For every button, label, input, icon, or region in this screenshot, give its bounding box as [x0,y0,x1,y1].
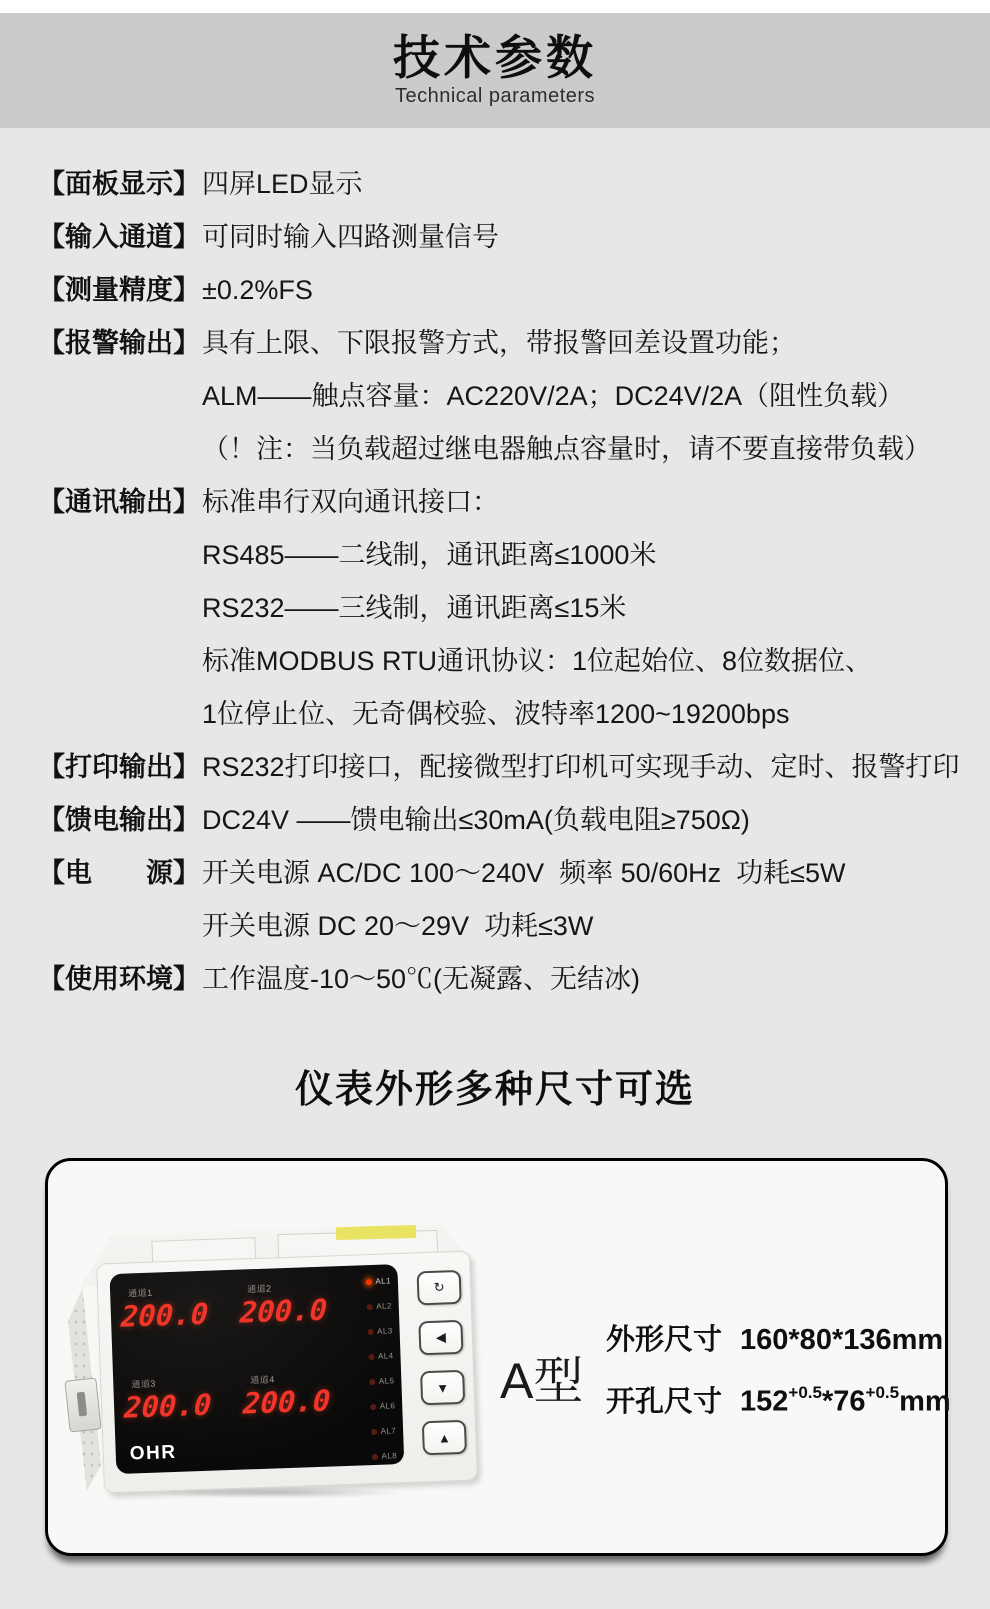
display-cells [120,1274,358,1464]
spec-value: 具有上限、下限报警方式，带报警回差设置功能； [202,328,796,358]
alarm-led-icon [371,1428,377,1434]
dimensions-block [606,1317,951,1441]
spec-label: 【馈电输出】 [38,805,200,835]
alarm-indicator-column [365,1276,397,1461]
device-front-panel [96,1251,478,1494]
alarm-led-icon [365,1278,371,1284]
spec-value: 四屏LED显示 [202,169,363,199]
device-photo [66,1221,478,1499]
alarm-label: AL6 [379,1401,396,1411]
spec-row [38,541,968,570]
channel-label: 通道1 [127,1287,153,1299]
alarm-led-icon [371,1453,377,1459]
spec-label: 【输入通道】 [38,222,200,252]
header-band [0,13,990,128]
channel-reading: 200.0 [123,1387,213,1425]
alarm-label: AL4 [377,1351,394,1361]
spec-value: RS232打印接口，配接微型打印机可实现手动、定时、报警打印 [202,752,960,782]
cutout-size-line [606,1379,951,1420]
channel-label: 通道3 [131,1378,157,1390]
spec-value: 标准串行双向通讯接口： [202,487,499,517]
spec-row [38,276,968,305]
alarm-indicator [368,1351,394,1361]
spec-row [38,912,968,941]
cutout-tolerance: +0.5 [788,1383,822,1403]
spec-value: 标准MODBUS RTU通讯协议：1位起始位、8位数据位、 [202,646,873,676]
alarm-indicator [366,1301,392,1311]
cutout-tolerance: +0.5 [865,1383,900,1403]
brand-logo: OHR [129,1441,177,1465]
channel-label: 通道4 [250,1374,275,1386]
spec-row [38,170,968,199]
device-mounting-clamp [64,1377,101,1432]
spec-label: 【电 源】 [38,858,200,888]
alarm-indicator [367,1326,393,1336]
display-cell [120,1278,236,1373]
alarm-led-icon [369,1378,375,1384]
alarm-indicator [371,1451,397,1461]
channel-reading: 200.0 [239,1292,329,1330]
spec-value: 开关电源 DC 20～29V 功耗≤3W [202,911,594,941]
page-subtitle: Technical parameters [394,85,596,108]
spec-row [38,859,968,888]
cutout-size-value: $152^{+0.5}*76^{+0.5}mm$ [740,1383,951,1418]
up-button-icon: ▲ [422,1420,467,1456]
outer-size-label: 外形尺寸 [606,1324,723,1356]
alarm-label: AL2 [376,1301,392,1311]
cycle-button-icon: ↻ [417,1270,462,1306]
display-cell [242,1365,358,1460]
cutout-size-label: 开孔尺寸 [606,1386,723,1418]
spec-row [38,435,968,464]
spec-label: 【面板显示】 [38,169,200,199]
display-cell [239,1274,355,1369]
alarm-label: AL7 [380,1426,397,1436]
channel-reading: 200.0 [120,1296,210,1334]
alarm-led-icon [367,1328,373,1334]
alarm-label: AL8 [381,1451,398,1461]
spec-value: RS485——二线制，通讯距离≤1000米 [202,540,657,570]
spec-row [38,806,968,835]
spec-label: 【报警输出】 [38,328,200,358]
alarm-label: AL5 [378,1376,395,1386]
device-warning-label [336,1225,416,1240]
channel-reading: 200.0 [242,1383,332,1421]
alarm-led-icon [366,1303,372,1309]
top-white-strip [0,0,990,13]
section-title: 仪表外形多种尺寸可选 [294,1069,695,1111]
device-button-column [417,1270,467,1455]
alarm-label: AL1 [375,1276,392,1286]
spec-value: RS232——三线制，通讯距离≤15米 [202,593,627,623]
device-display [109,1264,404,1474]
spec-row [38,223,968,252]
spec-row [38,647,968,676]
spec-row [38,382,968,411]
spec-label: 【测量精度】 [38,275,200,305]
spec-label: 【打印输出】 [38,752,200,782]
page-title: 技术参数 [393,30,597,84]
spec-value: ALM——触点容量：AC220V/2A；DC24V/2A（阻性负载） [202,381,905,411]
spec-row [38,753,968,782]
spec-label: 【使用环境】 [38,964,200,994]
spec-value: 可同时输入四路测量信号 [202,222,499,252]
spec-row [38,965,968,994]
spec-value: （！注：当负载超过继电器触点容量时，请不要直接带负载） [202,434,931,464]
outer-size-value: 160*80*136mm [740,1324,944,1356]
spec-value: 工作温度-10～50℃(无凝露、无结冰) [202,964,641,994]
spec-row [38,594,968,623]
spec-value: DC24V ——馈电输出≤30mA(负载电阻≥750Ω) [202,805,750,835]
alarm-indicator [365,1276,391,1286]
spec-list [38,170,968,1018]
alarm-indicator [369,1376,395,1386]
spec-value: 开关电源 AC/DC 100～240V 频率 50/60Hz 功耗≤5W [202,858,846,888]
spec-label: 【通讯输出】 [38,487,200,517]
alarm-indicator [370,1401,396,1411]
alarm-led-icon [370,1403,376,1409]
spec-row [38,700,968,729]
model-name: A型 [500,1353,584,1409]
spec-value: ±0.2%FS [202,275,313,305]
alarm-indicator [371,1426,397,1436]
spec-row [38,329,968,358]
left-button-icon: ◀ [418,1320,463,1356]
channel-label: 通道2 [246,1283,272,1295]
alarm-label: AL3 [377,1326,393,1336]
alarm-led-icon [368,1353,374,1359]
down-button-icon: ▼ [420,1370,465,1406]
spec-row [38,488,968,517]
model-card [45,1158,951,1556]
outer-size-line [606,1317,951,1358]
spec-value: 1位停止位、无奇偶校验、波特率1200~19200bps [202,699,790,729]
